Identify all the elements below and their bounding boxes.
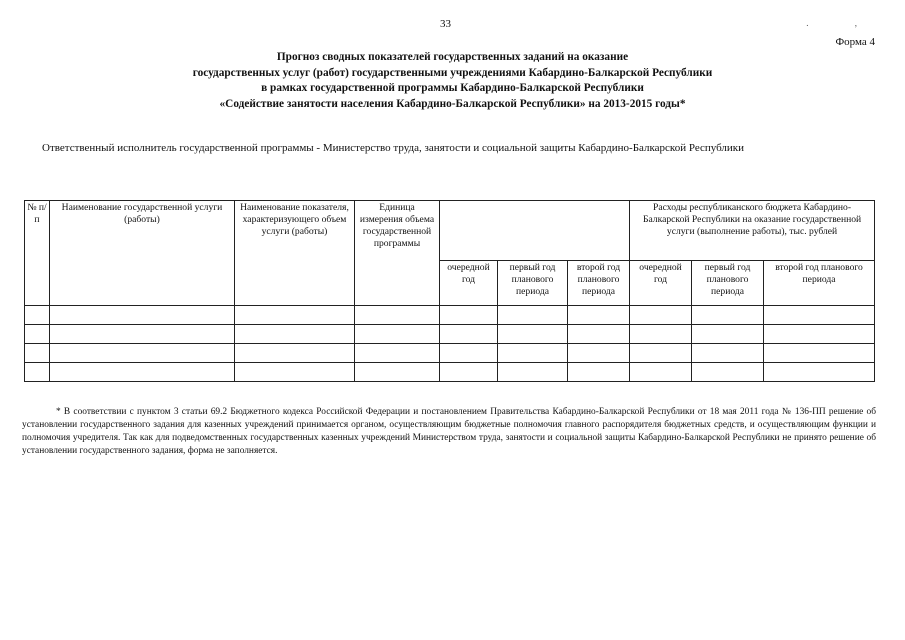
table-cell[interactable] bbox=[235, 344, 355, 363]
table-cell[interactable] bbox=[630, 325, 692, 344]
corner-marks: . , bbox=[806, 18, 879, 28]
table-cell[interactable] bbox=[498, 325, 568, 344]
header-expense-group: Расходы республиканского бюджета Кабардино-Балкарской Республики на оказание государственной услуги (выполнение работы), тыс. рублей bbox=[630, 201, 875, 261]
table-cell[interactable] bbox=[25, 306, 50, 325]
table-cell[interactable] bbox=[568, 344, 630, 363]
table-cell[interactable] bbox=[440, 306, 498, 325]
table-cell[interactable] bbox=[50, 344, 235, 363]
header-expense-second-plan-year: второй год планового периода bbox=[764, 261, 875, 306]
header-expense-current-year: очередной год bbox=[630, 261, 692, 306]
table-cell[interactable] bbox=[764, 325, 875, 344]
table-cell[interactable] bbox=[692, 344, 764, 363]
footnote: * В соответствии с пунктом 3 статьи 69.2 Бюджетного кодекса Российской Федерации и постановлением Правительства Кабардино-Балкарской Республики от 18 мая 2011 года № 136-ПП решение об установлении государственного задания для казенных учреждений принимается органом, осуществляющим бюджетные полномочия главного распорядителя бюджетных средств, и осуществляющим функции и полномочия учредителя. Так как для подведомственных государственных казенных учреждений Министерством труда, занятости и социальной защиты Кабардино-Балкарской Республики не принято решение об установлении государственного задания, форма не заполняется. bbox=[22, 407, 876, 456]
table-cell[interactable] bbox=[235, 306, 355, 325]
table-cell[interactable] bbox=[50, 325, 235, 344]
header-volume-second-plan-year: второй год планового периода bbox=[568, 261, 630, 306]
form-label: Форма 4 bbox=[835, 36, 875, 48]
table-cell[interactable] bbox=[50, 306, 235, 325]
title-line-3: в рамках государственной программы Кабардино-Балкарской Республики bbox=[261, 82, 644, 94]
header-volume-current-year: очередной год bbox=[440, 261, 498, 306]
table-cell[interactable] bbox=[692, 363, 764, 382]
table-row bbox=[25, 344, 875, 363]
table-cell[interactable] bbox=[355, 363, 440, 382]
table-cell[interactable] bbox=[440, 325, 498, 344]
table-cell[interactable] bbox=[692, 325, 764, 344]
table-cell[interactable] bbox=[630, 306, 692, 325]
table-cell[interactable] bbox=[50, 363, 235, 382]
page-number: 33 bbox=[440, 18, 451, 30]
table-cell[interactable] bbox=[235, 363, 355, 382]
document-title bbox=[90, 50, 815, 112]
table-cell[interactable] bbox=[568, 306, 630, 325]
table-cell[interactable] bbox=[568, 325, 630, 344]
table-cell[interactable] bbox=[764, 306, 875, 325]
header-indicator: Наименование показателя, характеризующего объем услуги (работы) bbox=[235, 201, 355, 306]
table-cell[interactable] bbox=[568, 363, 630, 382]
table-cell[interactable] bbox=[25, 363, 50, 382]
header-number: № п/п bbox=[25, 201, 50, 306]
table-cell[interactable] bbox=[440, 344, 498, 363]
table-cell[interactable] bbox=[355, 344, 440, 363]
table-cell[interactable] bbox=[498, 344, 568, 363]
table-cell[interactable] bbox=[764, 344, 875, 363]
header-service-name: Наименование государственной услуги (работы) bbox=[50, 201, 235, 306]
table-cell[interactable] bbox=[25, 325, 50, 344]
title-line-1: Прогноз сводных показателей государственных заданий на оказание bbox=[276, 51, 629, 63]
header-expense-first-plan-year: первый год планового периода bbox=[692, 261, 764, 306]
table-cell[interactable] bbox=[498, 363, 568, 382]
table-row bbox=[25, 363, 875, 382]
table-cell[interactable] bbox=[355, 306, 440, 325]
title-line-2: государственных услуг (работ) государственными учреждениями Кабардино-Балкарской Республики bbox=[192, 66, 713, 79]
responsible-executor: Ответственный исполнитель государственной программы - Министерство труда, занятости и социальной защиты Кабардино-Балкарской Республики bbox=[42, 142, 745, 154]
table-cell[interactable] bbox=[630, 363, 692, 382]
table-row bbox=[25, 325, 875, 344]
table-cell[interactable] bbox=[630, 344, 692, 363]
title-line-4: «Содействие занятости населения Кабардино-Балкарской Республики» на 2013-2015 годы* bbox=[219, 97, 686, 110]
table-cell[interactable] bbox=[692, 306, 764, 325]
table-cell[interactable] bbox=[764, 363, 875, 382]
table-cell[interactable] bbox=[498, 306, 568, 325]
header-unit: Единица измерения объема государственной программы bbox=[355, 201, 440, 306]
table-row bbox=[25, 306, 875, 325]
table-cell[interactable] bbox=[235, 325, 355, 344]
table-cell[interactable] bbox=[355, 325, 440, 344]
forecast-table bbox=[24, 200, 875, 382]
table-cell[interactable] bbox=[440, 363, 498, 382]
table-cell[interactable] bbox=[25, 344, 50, 363]
header-volume-group bbox=[440, 201, 630, 261]
header-volume-first-plan-year: первый год планового периода bbox=[498, 261, 568, 306]
